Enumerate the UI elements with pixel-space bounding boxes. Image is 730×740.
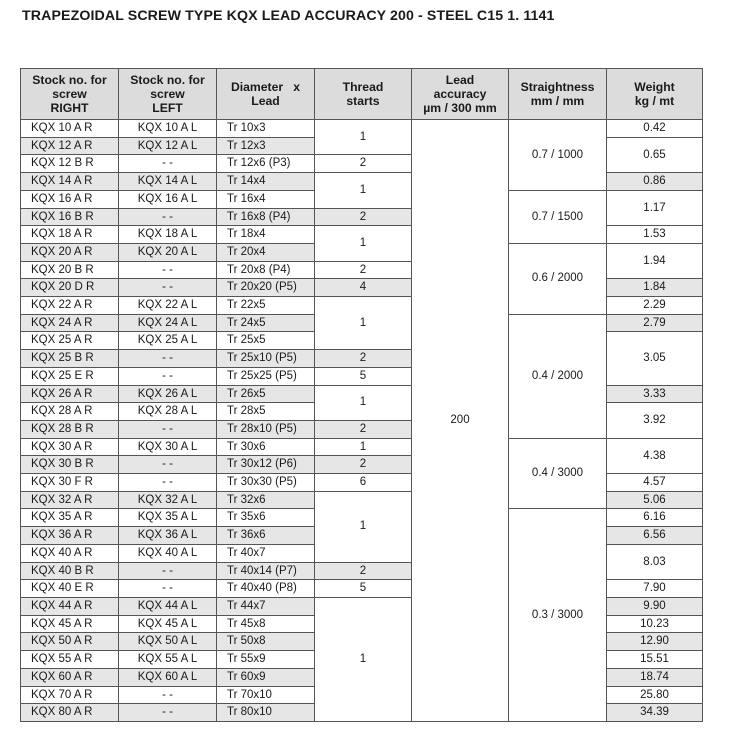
stock-right-cell: KQX 40 B R — [21, 562, 119, 580]
weight-cell: 12.90 — [607, 633, 703, 651]
diameter-lead-cell: Tr 22x5 — [217, 297, 315, 315]
stock-left-cell: - - — [119, 474, 217, 492]
stock-left-cell: - - — [119, 155, 217, 173]
stock-left-cell: KQX 55 A L — [119, 651, 217, 669]
weight-cell: 15.51 — [607, 651, 703, 669]
diameter-lead-cell: Tr 14x4 — [217, 173, 315, 191]
diameter-lead-cell: Tr 32x6 — [217, 491, 315, 509]
weight-cell: 1.53 — [607, 226, 703, 244]
stock-left-cell: KQX 22 A L — [119, 297, 217, 315]
stock-right-cell: KQX 25 B R — [21, 350, 119, 368]
diameter-lead-cell: Tr 25x10 (P5) — [217, 350, 315, 368]
stock-right-cell: KQX 50 A R — [21, 633, 119, 651]
weight-cell: 1.84 — [607, 279, 703, 297]
stock-right-cell: KQX 18 A R — [21, 226, 119, 244]
stock-left-cell: KQX 12 A L — [119, 137, 217, 155]
thread-starts-cell: 2 — [315, 155, 412, 173]
weight-cell: 1.17 — [607, 190, 703, 225]
lead-accuracy-cell: 200 — [412, 120, 509, 722]
header-lead-accuracy: Lead accuracy µm / 300 mm — [412, 69, 509, 120]
diameter-lead-cell: Tr 20x20 (P5) — [217, 279, 315, 297]
diameter-lead-cell: Tr 20x4 — [217, 243, 315, 261]
stock-left-cell: - - — [119, 350, 217, 368]
stock-right-cell: KQX 20 D R — [21, 279, 119, 297]
table-row — [21, 438, 703, 456]
weight-cell: 0.42 — [607, 120, 703, 138]
stock-left-cell: KQX 25 A L — [119, 332, 217, 350]
diameter-lead-cell: Tr 18x4 — [217, 226, 315, 244]
diameter-lead-cell: Tr 35x6 — [217, 509, 315, 527]
stock-left-cell: - - — [119, 261, 217, 279]
straightness-cell: 0.7 / 1000 — [509, 120, 607, 191]
stock-right-cell: KQX 10 A R — [21, 120, 119, 138]
stock-left-cell: - - — [119, 704, 217, 722]
diameter-lead-cell: Tr 28x10 (P5) — [217, 420, 315, 438]
stock-left-cell: KQX 44 A L — [119, 597, 217, 615]
weight-cell: 7.90 — [607, 580, 703, 598]
stock-left-cell: KQX 50 A L — [119, 633, 217, 651]
header-row — [21, 69, 703, 120]
diameter-lead-cell: Tr 16x4 — [217, 190, 315, 208]
stock-left-cell: - - — [119, 456, 217, 474]
thread-starts-cell: 1 — [315, 385, 412, 420]
stock-left-cell: KQX 45 A L — [119, 615, 217, 633]
straightness-cell: 0.3 / 3000 — [509, 509, 607, 721]
stock-right-cell: KQX 25 E R — [21, 367, 119, 385]
stock-right-cell: KQX 44 A R — [21, 597, 119, 615]
diameter-lead-cell: Tr 40x7 — [217, 544, 315, 562]
stock-right-cell: KQX 24 A R — [21, 314, 119, 332]
thread-starts-cell: 6 — [315, 474, 412, 492]
diameter-lead-cell: Tr 45x8 — [217, 615, 315, 633]
stock-right-cell: KQX 28 A R — [21, 403, 119, 421]
diameter-lead-cell: Tr 30x30 (P5) — [217, 474, 315, 492]
stock-left-cell: - - — [119, 580, 217, 598]
diameter-lead-cell: Tr 60x9 — [217, 668, 315, 686]
stock-left-cell: - - — [119, 208, 217, 226]
thread-starts-cell: 5 — [315, 367, 412, 385]
stock-right-cell: KQX 20 A R — [21, 243, 119, 261]
stock-left-cell: KQX 32 A L — [119, 491, 217, 509]
stock-right-cell: KQX 60 A R — [21, 668, 119, 686]
diameter-lead-cell: Tr 12x3 — [217, 137, 315, 155]
diameter-lead-cell: Tr 28x5 — [217, 403, 315, 421]
thread-starts-cell: 1 — [315, 173, 412, 208]
diameter-lead-cell: Tr 26x5 — [217, 385, 315, 403]
stock-right-cell: KQX 40 A R — [21, 544, 119, 562]
header-stock-left: Stock no. for screw LEFT — [119, 69, 217, 120]
diameter-lead-cell: Tr 70x10 — [217, 686, 315, 704]
stock-right-cell: KQX 30 A R — [21, 438, 119, 456]
stock-right-cell: KQX 32 A R — [21, 491, 119, 509]
stock-right-cell: KQX 12 B R — [21, 155, 119, 173]
diameter-lead-cell: Tr 12x6 (P3) — [217, 155, 315, 173]
thread-starts-cell: 1 — [315, 597, 412, 721]
weight-cell: 34.39 — [607, 704, 703, 722]
weight-cell: 9.90 — [607, 597, 703, 615]
weight-cell: 8.03 — [607, 544, 703, 579]
stock-right-cell: KQX 14 A R — [21, 173, 119, 191]
stock-right-cell: KQX 35 A R — [21, 509, 119, 527]
page-title: TRAPEZOIDAL SCREW TYPE KQX LEAD ACCURACY 200 - STEEL C15 1. 1141 — [22, 8, 555, 24]
stock-right-cell: KQX 25 A R — [21, 332, 119, 350]
straightness-cell: 0.7 / 1500 — [509, 190, 607, 243]
stock-right-cell: KQX 16 B R — [21, 208, 119, 226]
lead-screw-table — [20, 68, 703, 722]
stock-right-cell: KQX 80 A R — [21, 704, 119, 722]
weight-cell: 6.56 — [607, 527, 703, 545]
stock-left-cell: KQX 30 A L — [119, 438, 217, 456]
straightness-cell: 0.4 / 3000 — [509, 438, 607, 509]
header-diameter-lead: Diameter x Lead — [217, 69, 315, 120]
weight-cell: 4.38 — [607, 438, 703, 473]
thread-starts-cell: 1 — [315, 491, 412, 562]
diameter-lead-cell: Tr 24x5 — [217, 314, 315, 332]
diameter-lead-cell: Tr 55x9 — [217, 651, 315, 669]
stock-right-cell: KQX 16 A R — [21, 190, 119, 208]
weight-cell: 10.23 — [607, 615, 703, 633]
stock-left-cell: - - — [119, 279, 217, 297]
weight-cell: 25.80 — [607, 686, 703, 704]
stock-left-cell: KQX 10 A L — [119, 120, 217, 138]
stock-left-cell: KQX 28 A L — [119, 403, 217, 421]
stock-left-cell: KQX 40 A L — [119, 544, 217, 562]
weight-cell: 1.94 — [607, 243, 703, 278]
stock-left-cell: KQX 35 A L — [119, 509, 217, 527]
stock-left-cell: KQX 14 A L — [119, 173, 217, 191]
table-body — [21, 120, 703, 722]
diameter-lead-cell: Tr 10x3 — [217, 120, 315, 138]
stock-left-cell: - - — [119, 420, 217, 438]
header-straightness: Straightness mm / mm — [509, 69, 607, 120]
stock-right-cell: KQX 30 F R — [21, 474, 119, 492]
header-thread-starts: Thread starts — [315, 69, 412, 120]
stock-left-cell: KQX 60 A L — [119, 668, 217, 686]
stock-right-cell: KQX 26 A R — [21, 385, 119, 403]
stock-right-cell: KQX 12 A R — [21, 137, 119, 155]
stock-right-cell: KQX 70 A R — [21, 686, 119, 704]
stock-right-cell: KQX 22 A R — [21, 297, 119, 315]
stock-left-cell: KQX 24 A L — [119, 314, 217, 332]
stock-left-cell: KQX 36 A L — [119, 527, 217, 545]
diameter-lead-cell: Tr 36x6 — [217, 527, 315, 545]
straightness-cell: 0.6 / 2000 — [509, 243, 607, 314]
weight-cell: 4.57 — [607, 474, 703, 492]
diameter-lead-cell: Tr 40x14 (P7) — [217, 562, 315, 580]
stock-right-cell: KQX 30 B R — [21, 456, 119, 474]
weight-cell: 3.92 — [607, 403, 703, 438]
thread-starts-cell: 1 — [315, 226, 412, 261]
thread-starts-cell: 4 — [315, 279, 412, 297]
straightness-cell: 0.4 / 2000 — [509, 314, 607, 438]
stock-right-cell: KQX 36 A R — [21, 527, 119, 545]
thread-starts-cell: 1 — [315, 438, 412, 456]
thread-starts-cell: 2 — [315, 456, 412, 474]
thread-starts-cell: 1 — [315, 297, 412, 350]
diameter-lead-cell: Tr 30x6 — [217, 438, 315, 456]
diameter-lead-cell: Tr 80x10 — [217, 704, 315, 722]
weight-cell: 3.05 — [607, 332, 703, 385]
diameter-lead-cell: Tr 50x8 — [217, 633, 315, 651]
thread-starts-cell: 2 — [315, 350, 412, 368]
stock-right-cell: KQX 28 B R — [21, 420, 119, 438]
weight-cell: 3.33 — [607, 385, 703, 403]
stock-left-cell: KQX 26 A L — [119, 385, 217, 403]
stock-right-cell: KQX 20 B R — [21, 261, 119, 279]
diameter-lead-cell: Tr 16x8 (P4) — [217, 208, 315, 226]
table-row — [21, 120, 703, 138]
diameter-lead-cell: Tr 40x40 (P8) — [217, 580, 315, 598]
weight-cell: 6.16 — [607, 509, 703, 527]
thread-starts-cell: 5 — [315, 580, 412, 598]
stock-right-cell: KQX 55 A R — [21, 651, 119, 669]
diameter-lead-cell: Tr 44x7 — [217, 597, 315, 615]
weight-cell: 2.29 — [607, 297, 703, 315]
stock-left-cell: - - — [119, 367, 217, 385]
thread-starts-cell: 2 — [315, 261, 412, 279]
diameter-lead-cell: Tr 30x12 (P6) — [217, 456, 315, 474]
stock-right-cell: KQX 40 E R — [21, 580, 119, 598]
stock-left-cell: KQX 18 A L — [119, 226, 217, 244]
weight-cell: 0.65 — [607, 137, 703, 172]
thread-starts-cell: 2 — [315, 562, 412, 580]
weight-cell: 2.79 — [607, 314, 703, 332]
stock-left-cell: - - — [119, 562, 217, 580]
diameter-lead-cell: Tr 25x5 — [217, 332, 315, 350]
weight-cell: 0.86 — [607, 173, 703, 191]
stock-left-cell: KQX 16 A L — [119, 190, 217, 208]
header-weight: Weight kg / mt — [607, 69, 703, 120]
diameter-lead-cell: Tr 20x8 (P4) — [217, 261, 315, 279]
header-stock-right: Stock no. for screw RIGHT — [21, 69, 119, 120]
weight-cell: 5.06 — [607, 491, 703, 509]
thread-starts-cell: 2 — [315, 208, 412, 226]
diameter-lead-cell: Tr 25x25 (P5) — [217, 367, 315, 385]
stock-right-cell: KQX 45 A R — [21, 615, 119, 633]
thread-starts-cell: 2 — [315, 420, 412, 438]
stock-left-cell: - - — [119, 686, 217, 704]
weight-cell: 18.74 — [607, 668, 703, 686]
stock-left-cell: KQX 20 A L — [119, 243, 217, 261]
thread-starts-cell: 1 — [315, 120, 412, 155]
